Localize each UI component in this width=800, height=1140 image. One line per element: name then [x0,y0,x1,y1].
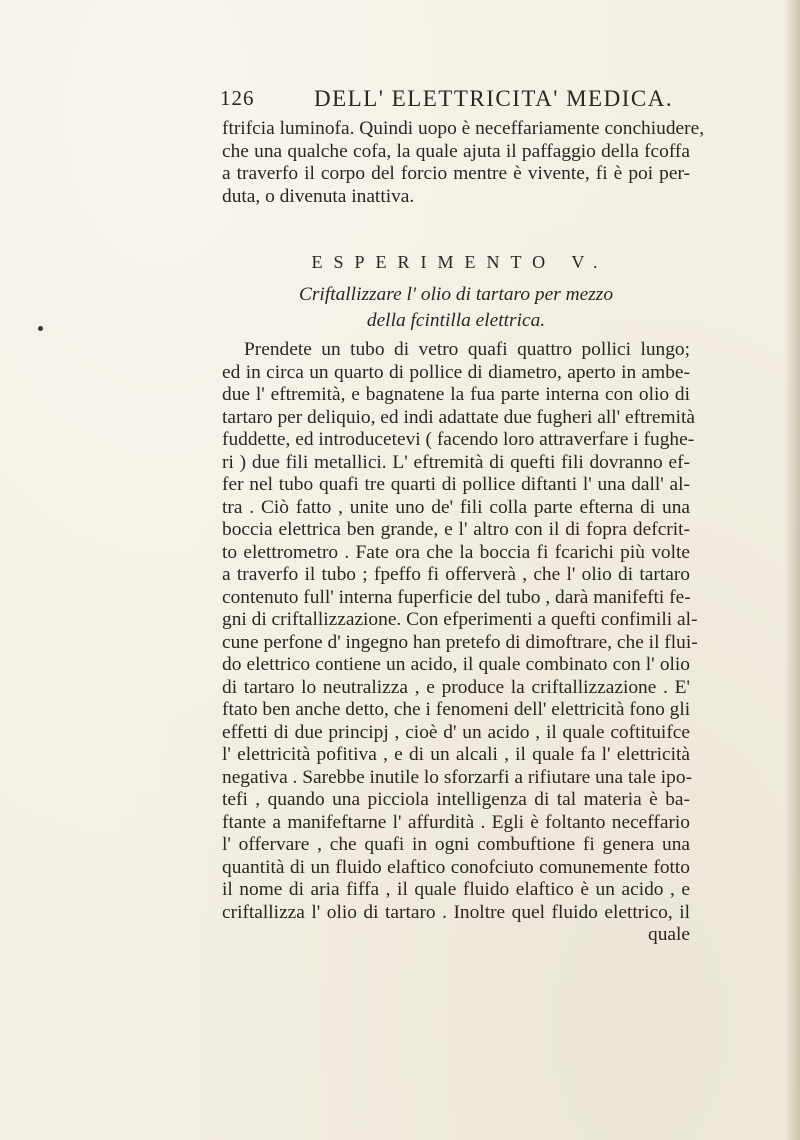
text-line: ftante a manifeftarne l' affurdità . Egli è foltanto neceffario [222,811,690,833]
text-line: negativa . Sarebbe inutile lo sforzarfi a rifiutare una tale ipo- [222,766,693,788]
text-line: cune perfone d' ingegno han pretefo di dimoftrare, che il flui- [222,631,698,653]
text-line: a traverfo il corpo del forcio mentre è vivente, fi è poi per- [222,163,690,184]
ink-speck [38,326,43,331]
text-line: criftallizza l' olio di tartaro . Inoltre quel fluido elettrico, il [222,901,690,923]
page-edge-shadow [784,0,800,1140]
text-line: fuddette, ed introducetevi ( facendo loro attraverfare i fughe- [222,429,695,450]
running-head: DELL' ELETTRICITA' MEDICA. [314,86,674,111]
text-line: gni di criftallizzazione. Con efperimenti a quefti confimili al- [222,609,698,630]
text-line: ed in circa un quarto di pollice di diametro, aperto in ambe- [222,361,690,383]
text-line: tefi , quando una picciola intelligenza di tal materia è ba- [222,789,690,810]
text-line: di tartaro lo neutralizza , e produce la criftallizzazione . E' [222,676,690,698]
text-line: l' offervare , che quafi in ogni combuftione fi genera una [222,834,690,855]
top-paragraph [222,118,705,208]
text-line: il nome di aria fiffa , il quale fluido elaftico è un acido , e [222,879,690,900]
text-line: tra . Ciò fatto , unite uno de' fili colla parte efterna di una [222,496,690,518]
text-line: boccia elettrica ben grande, e l' altro con il di fopra defcrit- [222,519,690,540]
text-line: to elettrometro . Fate ora che la boccia fi fcarichi più volte [222,541,690,563]
text-line: ftato ben anche detto, che i fenomeni dell' elettricità fono gli [222,699,691,720]
text-line: due l' eftremità, e bagnatene la fua parte interna con olio di [222,384,690,405]
subtitle-line: della fcintilla elettrica. [366,310,546,331]
section-subtitle [222,282,690,334]
catchword: quale [648,924,690,945]
text-line: duta, o divenuta inattiva. [222,185,415,207]
text-line: l' elettricità pofitiva , e di un alcali , il quale fa l' elettricità [222,744,690,765]
text-line: do elettrico contiene un acido, il quale combinato con l' olio [222,654,690,675]
subtitle-line: Criftallizzare l' olio di tartaro per mezzo [298,284,614,305]
section-title: ESPERIMENTO V. [311,252,609,272]
text-line: fer nel tubo quafi tre quarti di pollice diftanti l' una dall' al- [222,474,690,495]
text-line: contenuto full' interna fuperficie del tubo , darà manifefti fe- [222,586,691,608]
text-line: ftrifcia luminofa. Quindi uopo è neceffariamente conchiudere, [222,118,705,139]
text-line: effetti di due principj , cioè d' un acido , il quale coftituifce [222,721,690,743]
text-line: Prendete un tubo di vetro quafi quattro pollici lungo; [244,339,690,360]
page-number: 126 [220,86,255,110]
text-line: quantità di un fluido elaftico conofciuto comunemente fotto [222,856,690,878]
page-header [220,86,690,118]
text-line: tartaro per deliquio, ed indi adattate due fugheri all' eftremità [222,406,695,428]
body-paragraph [222,339,698,947]
text-line: ri ) due fili metallici. L' eftremità di quefti fili dovranno ef- [222,451,690,473]
text-line: che una qualche cofa, la quale ajuta il paffaggio della fcoffa [222,140,690,162]
text-line: a traverfo il tubo ; fpeffo fi offerverà , che l' olio di tartaro [222,564,690,585]
